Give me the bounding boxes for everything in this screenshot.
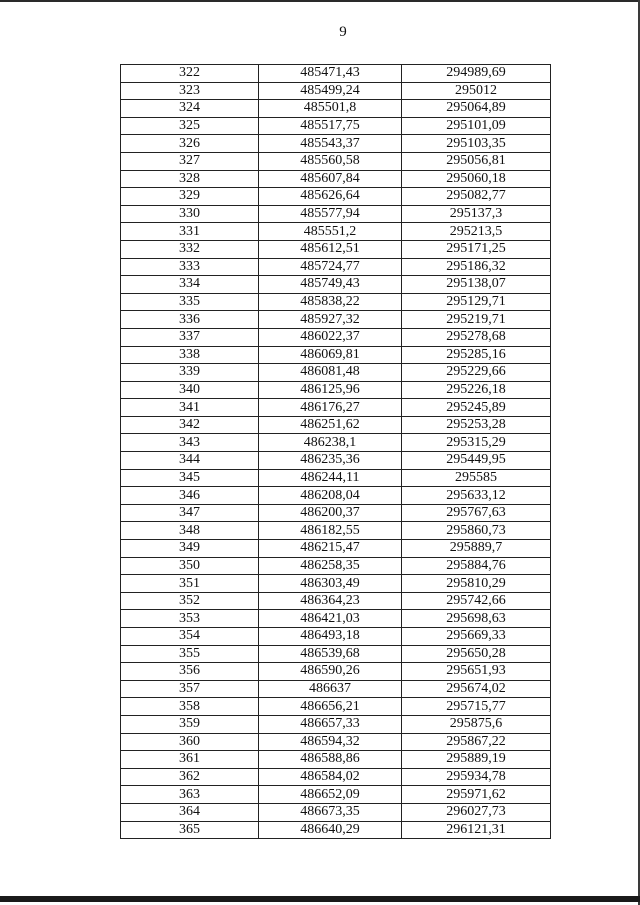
point-number-cell: 354 (121, 628, 259, 646)
y-coordinate-cell: 295651,93 (402, 663, 551, 681)
y-coordinate-cell: 294989,69 (402, 65, 551, 83)
y-coordinate-cell: 295171,25 (402, 240, 551, 258)
y-coordinate-cell: 295082,77 (402, 188, 551, 206)
x-coordinate-cell: 486588,86 (259, 751, 402, 769)
point-number-cell: 341 (121, 399, 259, 417)
y-coordinate-cell: 295285,16 (402, 346, 551, 364)
table-row (121, 645, 551, 663)
y-coordinate-cell: 295056,81 (402, 152, 551, 170)
x-coordinate-cell: 486176,27 (259, 399, 402, 417)
table-row (121, 575, 551, 593)
table-row (121, 258, 551, 276)
y-coordinate-cell: 295245,89 (402, 399, 551, 417)
y-coordinate-cell: 295229,66 (402, 364, 551, 382)
coordinates-table (120, 64, 551, 839)
y-coordinate-cell: 296121,31 (402, 821, 551, 839)
y-coordinate-cell: 295875,6 (402, 715, 551, 733)
x-coordinate-cell: 486182,55 (259, 522, 402, 540)
x-coordinate-cell: 486022,37 (259, 328, 402, 346)
x-coordinate-cell: 485612,51 (259, 240, 402, 258)
point-number-cell: 322 (121, 65, 259, 83)
x-coordinate-cell: 486069,81 (259, 346, 402, 364)
y-coordinate-cell: 295810,29 (402, 575, 551, 593)
y-coordinate-cell: 295449,95 (402, 452, 551, 470)
x-coordinate-cell: 486235,36 (259, 452, 402, 470)
point-number-cell: 340 (121, 381, 259, 399)
x-coordinate-cell: 486539,68 (259, 645, 402, 663)
x-coordinate-cell: 486081,48 (259, 364, 402, 382)
y-coordinate-cell: 295867,22 (402, 733, 551, 751)
point-number-cell: 329 (121, 188, 259, 206)
table-row (121, 698, 551, 716)
y-coordinate-cell: 295137,3 (402, 205, 551, 223)
table-row (121, 135, 551, 153)
table-row (121, 293, 551, 311)
point-number-cell: 337 (121, 328, 259, 346)
y-coordinate-cell: 295103,35 (402, 135, 551, 153)
y-coordinate-cell: 295934,78 (402, 768, 551, 786)
x-coordinate-cell: 486640,29 (259, 821, 402, 839)
point-number-cell: 334 (121, 276, 259, 294)
table-row (121, 768, 551, 786)
y-coordinate-cell: 295767,63 (402, 504, 551, 522)
table-row (121, 592, 551, 610)
x-coordinate-cell: 485551,2 (259, 223, 402, 241)
table-row (121, 751, 551, 769)
table-row (121, 188, 551, 206)
x-coordinate-cell: 486421,03 (259, 610, 402, 628)
x-coordinate-cell: 485577,94 (259, 205, 402, 223)
point-number-cell: 349 (121, 540, 259, 558)
table-row (121, 416, 551, 434)
x-coordinate-cell: 486590,26 (259, 663, 402, 681)
y-coordinate-cell: 295742,66 (402, 592, 551, 610)
table-row (121, 715, 551, 733)
x-coordinate-cell: 485543,37 (259, 135, 402, 153)
y-coordinate-cell: 295064,89 (402, 100, 551, 118)
point-number-cell: 358 (121, 698, 259, 716)
table-row (121, 205, 551, 223)
x-coordinate-cell: 486656,21 (259, 698, 402, 716)
point-number-cell: 355 (121, 645, 259, 663)
y-coordinate-cell: 295674,02 (402, 680, 551, 698)
point-number-cell: 345 (121, 469, 259, 487)
page-number: 9 (339, 24, 347, 40)
y-coordinate-cell: 295213,5 (402, 223, 551, 241)
y-coordinate-cell: 295219,71 (402, 311, 551, 329)
table-row (121, 487, 551, 505)
point-number-cell: 347 (121, 504, 259, 522)
y-coordinate-cell: 295650,28 (402, 645, 551, 663)
point-number-cell: 336 (121, 311, 259, 329)
point-number-cell: 333 (121, 258, 259, 276)
x-coordinate-cell: 486238,1 (259, 434, 402, 452)
y-coordinate-cell: 295698,63 (402, 610, 551, 628)
x-coordinate-cell: 485927,32 (259, 311, 402, 329)
x-coordinate-cell: 486673,35 (259, 803, 402, 821)
table-row (121, 117, 551, 135)
point-number-cell: 327 (121, 152, 259, 170)
x-coordinate-cell: 485560,58 (259, 152, 402, 170)
table-row (121, 522, 551, 540)
y-coordinate-cell: 295884,76 (402, 557, 551, 575)
table-row (121, 469, 551, 487)
table-row (121, 240, 551, 258)
point-number-cell: 323 (121, 82, 259, 100)
x-coordinate-cell: 486657,33 (259, 715, 402, 733)
table-row (121, 311, 551, 329)
x-coordinate-cell: 486258,35 (259, 557, 402, 575)
point-number-cell: 348 (121, 522, 259, 540)
point-number-cell: 352 (121, 592, 259, 610)
x-coordinate-cell: 486303,49 (259, 575, 402, 593)
x-coordinate-cell: 485607,84 (259, 170, 402, 188)
point-number-cell: 326 (121, 135, 259, 153)
x-coordinate-cell: 486125,96 (259, 381, 402, 399)
table-row (121, 452, 551, 470)
y-coordinate-cell: 295226,18 (402, 381, 551, 399)
table-row (121, 821, 551, 839)
point-number-cell: 364 (121, 803, 259, 821)
x-coordinate-cell: 485838,22 (259, 293, 402, 311)
point-number-cell: 346 (121, 487, 259, 505)
point-number-cell: 332 (121, 240, 259, 258)
table-row (121, 276, 551, 294)
point-number-cell: 342 (121, 416, 259, 434)
point-number-cell: 324 (121, 100, 259, 118)
point-number-cell: 362 (121, 768, 259, 786)
x-coordinate-cell: 485499,24 (259, 82, 402, 100)
scan-edge-bottom (0, 896, 640, 902)
table-row (121, 152, 551, 170)
table-row (121, 328, 551, 346)
table-row (121, 434, 551, 452)
table-row (121, 504, 551, 522)
x-coordinate-cell: 486208,04 (259, 487, 402, 505)
table-row (121, 733, 551, 751)
table-row (121, 610, 551, 628)
table-row (121, 65, 551, 83)
x-coordinate-cell: 485724,77 (259, 258, 402, 276)
x-coordinate-cell: 485471,43 (259, 65, 402, 83)
point-number-cell: 359 (121, 715, 259, 733)
table-row (121, 364, 551, 382)
y-coordinate-cell: 295889,7 (402, 540, 551, 558)
point-number-cell: 339 (121, 364, 259, 382)
x-coordinate-cell: 486637 (259, 680, 402, 698)
scan-edge-top (0, 0, 640, 2)
table-row (121, 381, 551, 399)
point-number-cell: 365 (121, 821, 259, 839)
coordinates-table-body (121, 65, 551, 839)
point-number-cell: 353 (121, 610, 259, 628)
point-number-cell: 351 (121, 575, 259, 593)
point-number-cell: 363 (121, 786, 259, 804)
y-coordinate-cell: 295633,12 (402, 487, 551, 505)
x-coordinate-cell: 486251,62 (259, 416, 402, 434)
x-coordinate-cell: 485501,8 (259, 100, 402, 118)
y-coordinate-cell: 295253,28 (402, 416, 551, 434)
table-row (121, 223, 551, 241)
table-row (121, 82, 551, 100)
point-number-cell: 360 (121, 733, 259, 751)
y-coordinate-cell: 295138,07 (402, 276, 551, 294)
point-number-cell: 328 (121, 170, 259, 188)
point-number-cell: 338 (121, 346, 259, 364)
point-number-cell: 356 (121, 663, 259, 681)
x-coordinate-cell: 486584,02 (259, 768, 402, 786)
table-row (121, 680, 551, 698)
point-number-cell: 344 (121, 452, 259, 470)
point-number-cell: 330 (121, 205, 259, 223)
table-row (121, 803, 551, 821)
table-row (121, 170, 551, 188)
x-coordinate-cell: 486594,32 (259, 733, 402, 751)
point-number-cell: 361 (121, 751, 259, 769)
y-coordinate-cell: 295889,19 (402, 751, 551, 769)
y-coordinate-cell: 295129,71 (402, 293, 551, 311)
y-coordinate-cell: 295278,68 (402, 328, 551, 346)
y-coordinate-cell: 295585 (402, 469, 551, 487)
point-number-cell: 343 (121, 434, 259, 452)
x-coordinate-cell: 485517,75 (259, 117, 402, 135)
x-coordinate-cell: 485626,64 (259, 188, 402, 206)
y-coordinate-cell: 295715,77 (402, 698, 551, 716)
y-coordinate-cell: 295971,62 (402, 786, 551, 804)
table-row (121, 540, 551, 558)
x-coordinate-cell: 486244,11 (259, 469, 402, 487)
table-row (121, 557, 551, 575)
y-coordinate-cell: 295101,09 (402, 117, 551, 135)
y-coordinate-cell: 295012 (402, 82, 551, 100)
point-number-cell: 335 (121, 293, 259, 311)
point-number-cell: 325 (121, 117, 259, 135)
point-number-cell: 357 (121, 680, 259, 698)
table-row (121, 100, 551, 118)
y-coordinate-cell: 295669,33 (402, 628, 551, 646)
x-coordinate-cell: 486215,47 (259, 540, 402, 558)
x-coordinate-cell: 486493,18 (259, 628, 402, 646)
x-coordinate-cell: 485749,43 (259, 276, 402, 294)
x-coordinate-cell: 486652,09 (259, 786, 402, 804)
point-number-cell: 331 (121, 223, 259, 241)
table-row (121, 786, 551, 804)
table-row (121, 663, 551, 681)
table-row (121, 628, 551, 646)
x-coordinate-cell: 486200,37 (259, 504, 402, 522)
y-coordinate-cell: 295186,32 (402, 258, 551, 276)
y-coordinate-cell: 295060,18 (402, 170, 551, 188)
point-number-cell: 350 (121, 557, 259, 575)
y-coordinate-cell: 296027,73 (402, 803, 551, 821)
table-row (121, 399, 551, 417)
y-coordinate-cell: 295860,73 (402, 522, 551, 540)
table-row (121, 346, 551, 364)
x-coordinate-cell: 486364,23 (259, 592, 402, 610)
y-coordinate-cell: 295315,29 (402, 434, 551, 452)
